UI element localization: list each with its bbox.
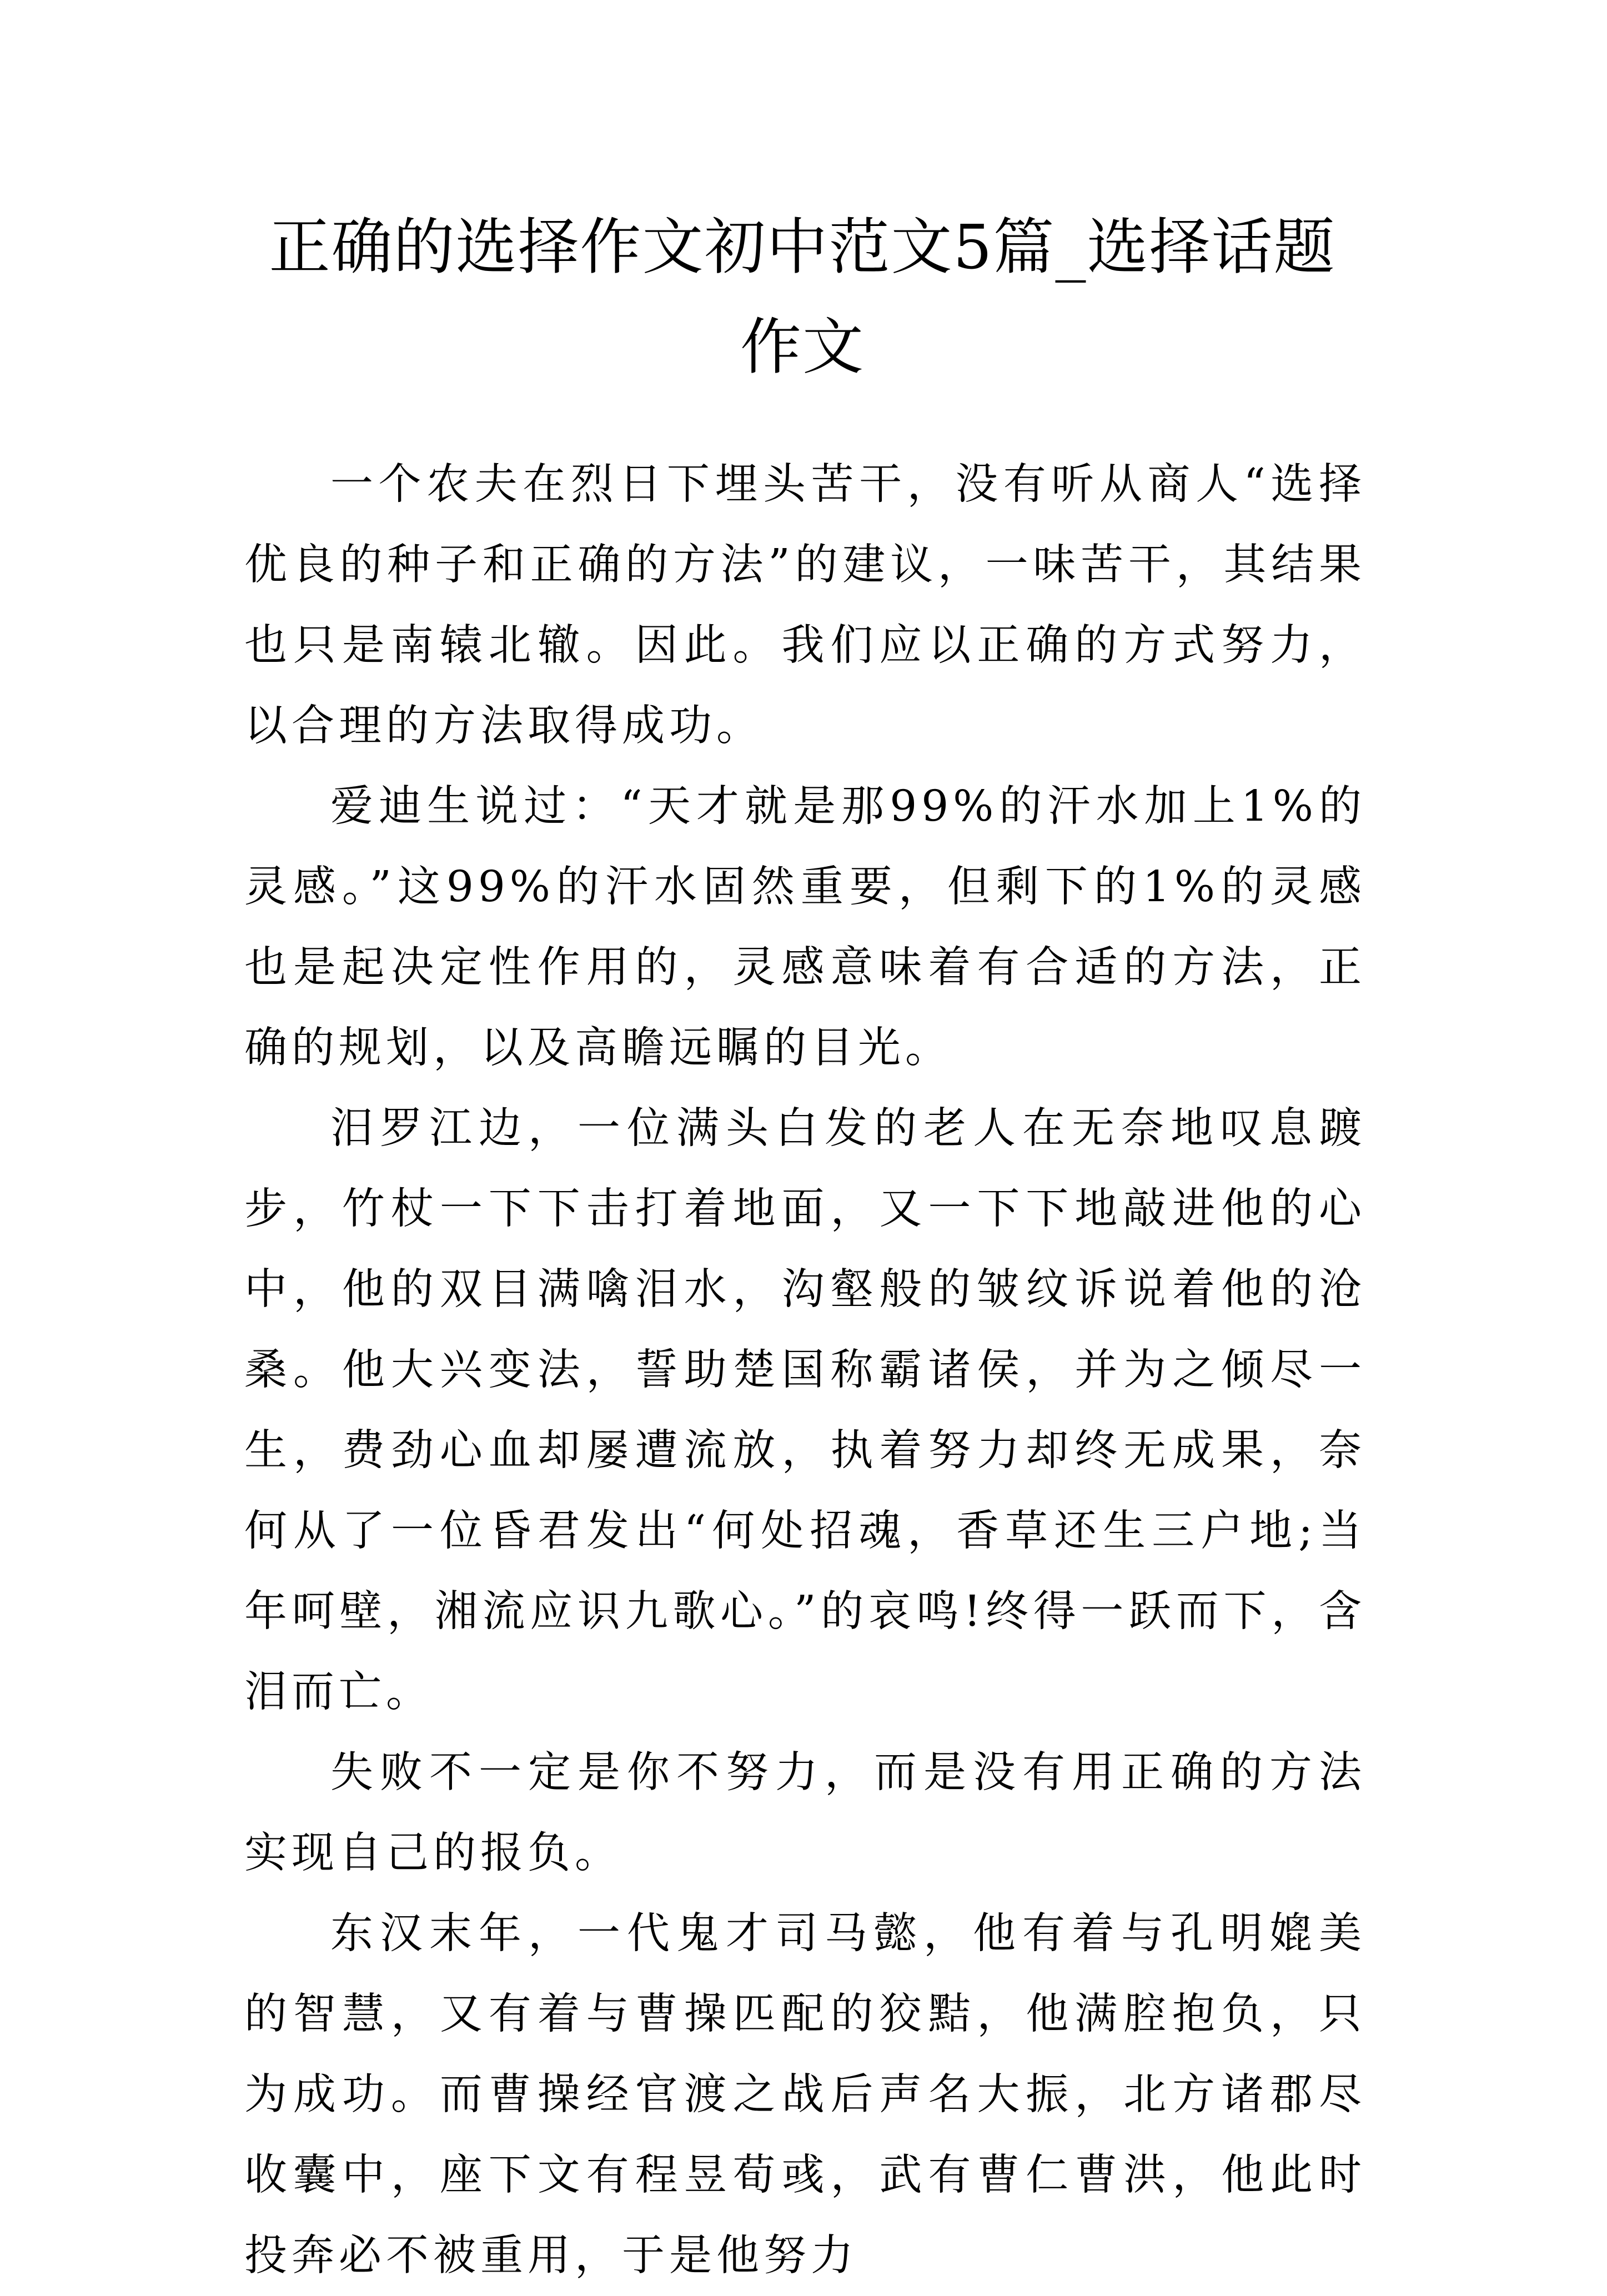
document-title: 正确的选择作文初中范文5篇_选择话题作文 (269, 212, 1336, 383)
paragraph: 一个农夫在烈日下埋头苦干，没有听从商人“选择优良的种子和正确的方法”的建议，一味苦干，其结果也只是南辕北辙。因此。我们应以正确的方式努力，以合理的方法取得成功。 (244, 460, 1366, 751)
document-body (244, 444, 1366, 2296)
paragraph: 汨罗江边，一位满头白发的老人在无奈地叹息踱步，竹杖一下下击打着地面，又一下下地敲进他的心中，他的双目满噙泪水，沟壑般的皱纹诉说着他的沧桑。他大兴变法，誓助楚国称霸诸侯，并为之倾尽一生，费劲心血却屡遭流放，执着努力却终无成果，奈何从了一位昏君发出“何处招魂，香草还生三户地;当年呵壁，湘流应识九歌心。”的哀鸣!终得一跃而下，含泪而亡。 (244, 1104, 1366, 1717)
paragraph: 东汉末年，一代鬼才司马懿，他有着与孔明媲美的智慧，又有着与曹操匹配的狡黠，他满腔抱负，只为成功。而曹操经官渡之战后声名大振，北方诸郡尽收囊中，座下文有程昱荀彧，武有曹仁曹洪，他此时投奔必不被重用，于是他努力 (244, 1909, 1366, 2280)
paragraph: 爱迪生说过：“天才就是那99%的汗水加上1%的灵感。”这99%的汗水固然重要，但剩下的1%的灵感也是起决定性作用的，灵感意味着有合适的方法，正确的规划，以及高瞻远瞩的目光。 (244, 782, 1366, 1073)
paragraph: 失败不一定是你不努力，而是没有用正确的方法实现自己的报负。 (244, 1748, 1366, 1878)
